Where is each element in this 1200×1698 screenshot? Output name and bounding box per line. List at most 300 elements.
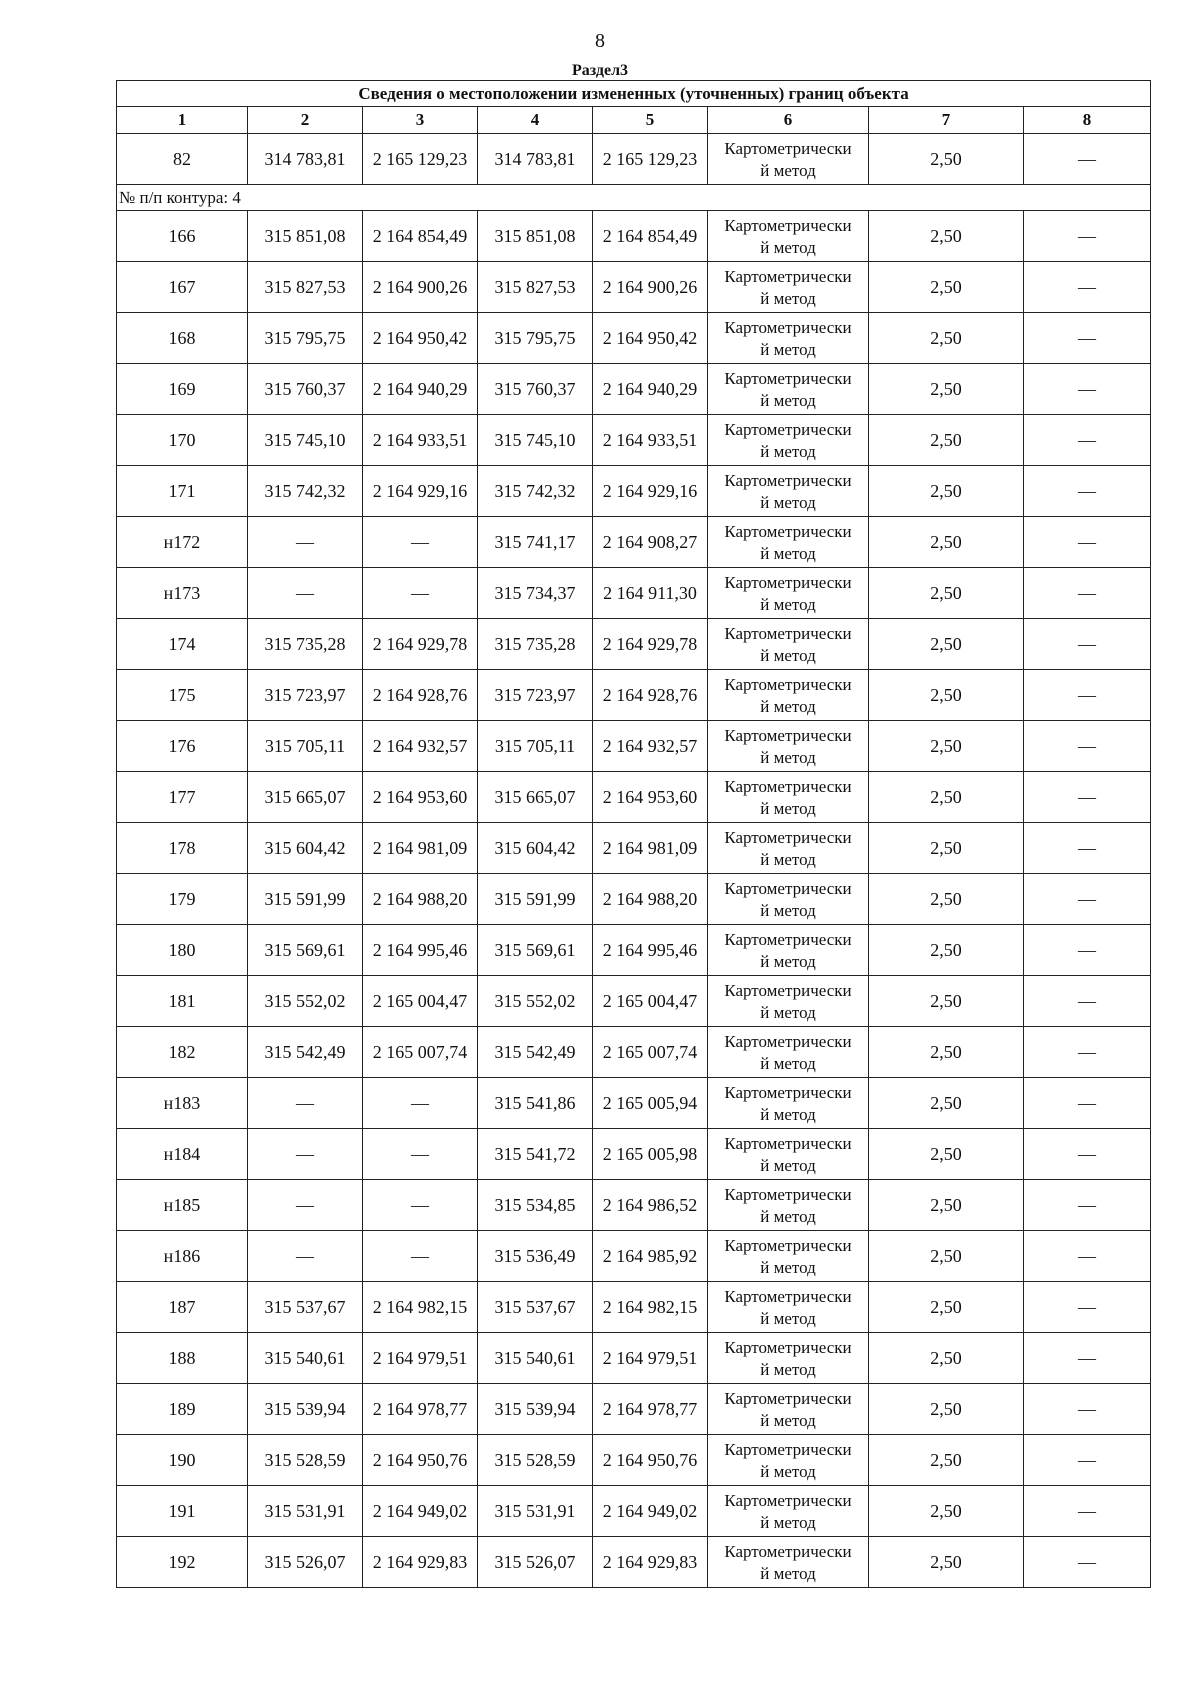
new-y: 2 165 004,47 bbox=[602, 990, 698, 1011]
new-x-cell bbox=[478, 1435, 593, 1486]
new-x-cell bbox=[478, 1282, 593, 1333]
description: — bbox=[1078, 480, 1097, 501]
description: — bbox=[1078, 276, 1097, 297]
old-x-cell bbox=[248, 313, 363, 364]
old-y: 2 164 988,20 bbox=[372, 888, 468, 909]
old-y-cell bbox=[363, 466, 478, 517]
precision: 2,50 bbox=[930, 531, 962, 552]
column-number: 6 bbox=[708, 107, 869, 134]
precision-cell bbox=[869, 1231, 1024, 1282]
new-x-cell bbox=[478, 874, 593, 925]
point-number-cell bbox=[117, 1282, 248, 1333]
description: — bbox=[1078, 531, 1097, 552]
description: — bbox=[1078, 1245, 1097, 1266]
point-number: 179 bbox=[168, 888, 196, 909]
old-y-cell bbox=[363, 874, 478, 925]
new-x: 315 536,49 bbox=[494, 1245, 576, 1266]
precision-cell bbox=[869, 211, 1024, 262]
old-y-cell bbox=[363, 1435, 478, 1486]
new-y-cell bbox=[593, 364, 708, 415]
new-y: 2 164 950,76 bbox=[602, 1449, 698, 1470]
method: Картометрически й метод bbox=[724, 1032, 852, 1073]
precision-cell bbox=[869, 466, 1024, 517]
section-title: Раздел3 bbox=[571, 62, 629, 79]
column-number: 8 bbox=[1024, 107, 1151, 134]
description-cell bbox=[1024, 1282, 1151, 1333]
new-y-cell bbox=[593, 211, 708, 262]
old-x-cell bbox=[248, 364, 363, 415]
old-y-cell bbox=[363, 1180, 478, 1231]
old-y-cell bbox=[363, 134, 478, 185]
point-number-cell bbox=[117, 211, 248, 262]
old-x-cell bbox=[248, 772, 363, 823]
method: Картометрически й метод bbox=[724, 1185, 852, 1226]
description-cell bbox=[1024, 262, 1151, 313]
description-cell bbox=[1024, 619, 1151, 670]
new-x-cell bbox=[478, 1333, 593, 1384]
precision: 2,50 bbox=[930, 786, 962, 807]
old-y-cell bbox=[363, 211, 478, 262]
new-y-cell bbox=[593, 1027, 708, 1078]
new-x: 315 526,07 bbox=[494, 1551, 576, 1572]
old-x: 315 760,37 bbox=[264, 378, 346, 399]
new-x-cell bbox=[478, 772, 593, 823]
new-y-cell bbox=[593, 262, 708, 313]
point-number-cell bbox=[117, 874, 248, 925]
table-row bbox=[117, 517, 1151, 568]
contour-label: № п/п контура: 4 bbox=[117, 185, 1151, 211]
old-x: 315 528,59 bbox=[264, 1449, 346, 1470]
new-y-cell bbox=[593, 466, 708, 517]
old-y-cell bbox=[363, 415, 478, 466]
table-body bbox=[117, 134, 1151, 1588]
old-y-cell bbox=[363, 1384, 478, 1435]
table-row bbox=[117, 1435, 1151, 1486]
old-x-cell bbox=[248, 211, 363, 262]
new-x: 315 665,07 bbox=[494, 786, 576, 807]
point-number-cell bbox=[117, 1435, 248, 1486]
old-y: 2 164 950,76 bbox=[372, 1449, 468, 1470]
new-x-cell bbox=[478, 313, 593, 364]
method: Картометрически й метод bbox=[724, 1440, 852, 1481]
precision-cell bbox=[869, 1486, 1024, 1537]
method-cell bbox=[708, 1027, 869, 1078]
old-y: 2 164 940,29 bbox=[372, 378, 468, 399]
new-x-cell bbox=[478, 134, 593, 185]
point-number: 180 bbox=[168, 939, 196, 960]
new-x: 315 552,02 bbox=[494, 990, 576, 1011]
new-y: 2 164 988,20 bbox=[602, 888, 698, 909]
method-cell bbox=[708, 1231, 869, 1282]
old-x-cell bbox=[248, 134, 363, 185]
table-row bbox=[117, 1231, 1151, 1282]
point-number-cell bbox=[117, 262, 248, 313]
new-x-cell bbox=[478, 670, 593, 721]
new-y: 2 165 007,74 bbox=[602, 1041, 698, 1062]
point-number: 168 bbox=[168, 327, 196, 348]
old-y: 2 164 929,16 bbox=[372, 480, 468, 501]
description-cell bbox=[1024, 874, 1151, 925]
precision: 2,50 bbox=[930, 633, 962, 654]
precision: 2,50 bbox=[930, 148, 962, 169]
old-y-cell bbox=[363, 823, 478, 874]
old-y-cell bbox=[363, 313, 478, 364]
new-y-cell bbox=[593, 976, 708, 1027]
new-y-cell bbox=[593, 1486, 708, 1537]
method: Картометрически й метод bbox=[724, 573, 852, 614]
precision-cell bbox=[869, 772, 1024, 823]
old-x-cell bbox=[248, 1486, 363, 1537]
method-cell bbox=[708, 1078, 869, 1129]
precision: 2,50 bbox=[930, 735, 962, 756]
old-y: — bbox=[411, 1143, 429, 1164]
precision: 2,50 bbox=[930, 990, 962, 1011]
new-y-cell bbox=[593, 1435, 708, 1486]
method: Картометрически й метод bbox=[724, 318, 852, 359]
method: Картометрически й метод bbox=[724, 139, 852, 180]
description-cell bbox=[1024, 517, 1151, 568]
precision: 2,50 bbox=[930, 378, 962, 399]
table-row bbox=[117, 823, 1151, 874]
old-y-cell bbox=[363, 925, 478, 976]
precision-cell bbox=[869, 976, 1024, 1027]
precision: 2,50 bbox=[930, 1296, 962, 1317]
new-y-cell bbox=[593, 134, 708, 185]
old-y: 2 165 007,74 bbox=[372, 1041, 468, 1062]
method: Картометрически й метод bbox=[724, 726, 852, 767]
table-row bbox=[117, 874, 1151, 925]
method-cell bbox=[708, 364, 869, 415]
old-x-cell bbox=[248, 874, 363, 925]
point-number-cell bbox=[117, 1333, 248, 1384]
point-number: 187 bbox=[168, 1296, 196, 1317]
precision-cell bbox=[869, 721, 1024, 772]
description: — bbox=[1078, 990, 1097, 1011]
new-y-cell bbox=[593, 772, 708, 823]
point-number-cell bbox=[117, 772, 248, 823]
old-y: 2 164 978,77 bbox=[372, 1398, 468, 1419]
description: — bbox=[1078, 1092, 1097, 1113]
description: — bbox=[1078, 148, 1097, 169]
new-y-cell bbox=[593, 1384, 708, 1435]
new-y-cell bbox=[593, 1078, 708, 1129]
precision: 2,50 bbox=[930, 582, 962, 603]
page-number: 8 bbox=[595, 30, 605, 52]
method: Картометрически й метод bbox=[724, 1287, 852, 1328]
new-y-cell bbox=[593, 1333, 708, 1384]
new-x-cell bbox=[478, 925, 593, 976]
precision: 2,50 bbox=[930, 1194, 962, 1215]
column-number: 4 bbox=[478, 107, 593, 134]
new-x: 315 539,94 bbox=[494, 1398, 576, 1419]
old-y: 2 164 929,83 bbox=[372, 1551, 468, 1572]
method-cell bbox=[708, 313, 869, 364]
old-x: 315 742,32 bbox=[264, 480, 346, 501]
precision-cell bbox=[869, 1180, 1024, 1231]
table-row bbox=[117, 1537, 1151, 1588]
point-number-cell bbox=[117, 1129, 248, 1180]
precision: 2,50 bbox=[930, 1500, 962, 1521]
table-row bbox=[117, 772, 1151, 823]
old-x: — bbox=[296, 1245, 314, 1266]
new-x: 315 827,53 bbox=[494, 276, 576, 297]
new-y: 2 164 953,60 bbox=[602, 786, 698, 807]
new-x-cell bbox=[478, 262, 593, 313]
old-x-cell bbox=[248, 1078, 363, 1129]
precision: 2,50 bbox=[930, 1449, 962, 1470]
old-y: — bbox=[411, 582, 429, 603]
new-y: 2 164 950,42 bbox=[602, 327, 698, 348]
new-x: 315 745,10 bbox=[494, 429, 576, 450]
new-y-cell bbox=[593, 415, 708, 466]
old-x: — bbox=[296, 531, 314, 552]
table-row bbox=[117, 619, 1151, 670]
column-number: 1 bbox=[117, 107, 248, 134]
precision-cell bbox=[869, 874, 1024, 925]
old-y-cell bbox=[363, 721, 478, 772]
point-number-cell bbox=[117, 364, 248, 415]
new-y-cell bbox=[593, 721, 708, 772]
description-cell bbox=[1024, 1180, 1151, 1231]
method-cell bbox=[708, 874, 869, 925]
table-row bbox=[117, 721, 1151, 772]
old-y: — bbox=[411, 1092, 429, 1113]
method: Картометрически й метод bbox=[724, 522, 852, 563]
new-y: 2 164 908,27 bbox=[602, 531, 698, 552]
description-cell bbox=[1024, 466, 1151, 517]
description-cell bbox=[1024, 1384, 1151, 1435]
table-row bbox=[117, 1078, 1151, 1129]
precision-cell bbox=[869, 1384, 1024, 1435]
precision-cell bbox=[869, 1078, 1024, 1129]
old-y-cell bbox=[363, 1537, 478, 1588]
table-row bbox=[117, 1129, 1151, 1180]
description-cell bbox=[1024, 134, 1151, 185]
old-x-cell bbox=[248, 1282, 363, 1333]
method-cell bbox=[708, 1384, 869, 1435]
new-x-cell bbox=[478, 1027, 593, 1078]
precision: 2,50 bbox=[930, 327, 962, 348]
old-x: 314 783,81 bbox=[264, 148, 346, 169]
new-y-cell bbox=[593, 1537, 708, 1588]
column-number: 7 bbox=[869, 107, 1024, 134]
old-y: — bbox=[411, 1194, 429, 1215]
old-x: 315 705,11 bbox=[264, 735, 346, 756]
table-caption: Сведения о местоположении измененных (уточненных) границ объекта bbox=[117, 81, 1151, 107]
description-cell bbox=[1024, 925, 1151, 976]
new-y-cell bbox=[593, 1282, 708, 1333]
method-cell bbox=[708, 1435, 869, 1486]
precision: 2,50 bbox=[930, 480, 962, 501]
old-y: 2 164 928,76 bbox=[372, 684, 468, 705]
point-number-cell bbox=[117, 1078, 248, 1129]
description-cell bbox=[1024, 1333, 1151, 1384]
point-number: 176 bbox=[168, 735, 196, 756]
description-cell bbox=[1024, 1435, 1151, 1486]
old-y: 2 165 129,23 bbox=[372, 148, 468, 169]
precision-cell bbox=[869, 364, 1024, 415]
old-x-cell bbox=[248, 568, 363, 619]
method-cell bbox=[708, 1486, 869, 1537]
method: Картометрически й метод bbox=[724, 1236, 852, 1277]
new-y: 2 164 978,77 bbox=[602, 1398, 698, 1419]
new-y-cell bbox=[593, 517, 708, 568]
old-x-cell bbox=[248, 925, 363, 976]
method-cell bbox=[708, 211, 869, 262]
new-x: 315 541,72 bbox=[494, 1143, 576, 1164]
table-row bbox=[117, 1180, 1151, 1231]
new-y-cell bbox=[593, 313, 708, 364]
new-x: 315 735,28 bbox=[494, 633, 576, 654]
description-cell bbox=[1024, 1129, 1151, 1180]
old-x: 315 795,75 bbox=[264, 327, 346, 348]
new-x: 315 734,37 bbox=[494, 582, 576, 603]
method-cell bbox=[708, 721, 869, 772]
method: Картометрически й метод bbox=[724, 828, 852, 869]
old-x: 315 604,42 bbox=[264, 837, 346, 858]
old-x-cell bbox=[248, 517, 363, 568]
method-cell bbox=[708, 1282, 869, 1333]
table-row bbox=[117, 1333, 1151, 1384]
new-y-cell bbox=[593, 670, 708, 721]
precision: 2,50 bbox=[930, 1347, 962, 1368]
description-cell bbox=[1024, 415, 1151, 466]
old-x: — bbox=[296, 1194, 314, 1215]
new-x-cell bbox=[478, 568, 593, 619]
point-number-cell bbox=[117, 976, 248, 1027]
precision-cell bbox=[869, 415, 1024, 466]
new-x: 314 783,81 bbox=[494, 148, 576, 169]
old-x-cell bbox=[248, 1180, 363, 1231]
old-x: 315 540,61 bbox=[264, 1347, 346, 1368]
point-number-cell bbox=[117, 721, 248, 772]
old-y: 2 164 950,42 bbox=[372, 327, 468, 348]
description: — bbox=[1078, 1500, 1097, 1521]
old-x-cell bbox=[248, 721, 363, 772]
new-y-cell bbox=[593, 925, 708, 976]
description: — bbox=[1078, 633, 1097, 654]
point-number: 178 bbox=[168, 837, 196, 858]
old-x: 315 851,08 bbox=[264, 225, 346, 246]
precision: 2,50 bbox=[930, 837, 962, 858]
column-number: 3 bbox=[363, 107, 478, 134]
new-x-cell bbox=[478, 1537, 593, 1588]
old-y: 2 165 004,47 bbox=[372, 990, 468, 1011]
new-x: 315 540,61 bbox=[494, 1347, 576, 1368]
point-number-cell bbox=[117, 619, 248, 670]
precision-cell bbox=[869, 823, 1024, 874]
method-cell bbox=[708, 1537, 869, 1588]
new-y-cell bbox=[593, 568, 708, 619]
table-row bbox=[117, 1282, 1151, 1333]
point-number-cell bbox=[117, 313, 248, 364]
method-cell bbox=[708, 134, 869, 185]
method: Картометрически й метод bbox=[724, 1389, 852, 1430]
old-x-cell bbox=[248, 823, 363, 874]
point-number-cell bbox=[117, 1486, 248, 1537]
new-y: 2 164 929,83 bbox=[602, 1551, 698, 1572]
point-number: н173 bbox=[163, 582, 201, 603]
description: — bbox=[1078, 786, 1097, 807]
point-number-cell bbox=[117, 568, 248, 619]
new-x: 315 542,49 bbox=[494, 1041, 576, 1062]
method: Картометрически й метод bbox=[724, 369, 852, 410]
new-y: 2 164 995,46 bbox=[602, 939, 698, 960]
precision: 2,50 bbox=[930, 1398, 962, 1419]
description: — bbox=[1078, 429, 1097, 450]
point-number-cell bbox=[117, 1027, 248, 1078]
old-x: 315 569,61 bbox=[264, 939, 346, 960]
new-y-cell bbox=[593, 823, 708, 874]
description: — bbox=[1078, 1347, 1097, 1368]
new-x: 315 723,97 bbox=[494, 684, 576, 705]
old-y: 2 164 854,49 bbox=[372, 225, 468, 246]
description-cell bbox=[1024, 721, 1151, 772]
method-cell bbox=[708, 1129, 869, 1180]
new-x-cell bbox=[478, 415, 593, 466]
old-x-cell bbox=[248, 976, 363, 1027]
description: — bbox=[1078, 378, 1097, 399]
point-number-cell bbox=[117, 1231, 248, 1282]
new-x-cell bbox=[478, 1129, 593, 1180]
table-row bbox=[117, 976, 1151, 1027]
description-cell bbox=[1024, 976, 1151, 1027]
table-row bbox=[117, 211, 1151, 262]
point-number: 174 bbox=[168, 633, 196, 654]
old-x: 315 542,49 bbox=[264, 1041, 346, 1062]
old-x-cell bbox=[248, 1231, 363, 1282]
method-cell bbox=[708, 1180, 869, 1231]
point-number: н183 bbox=[163, 1092, 201, 1113]
old-x: 315 526,07 bbox=[264, 1551, 346, 1572]
precision-cell bbox=[869, 1333, 1024, 1384]
old-y: 2 164 953,60 bbox=[372, 786, 468, 807]
point-number: 189 bbox=[168, 1398, 196, 1419]
new-x: 315 705,11 bbox=[494, 735, 576, 756]
method-cell bbox=[708, 517, 869, 568]
point-number-cell bbox=[117, 466, 248, 517]
old-x: 315 537,67 bbox=[264, 1296, 346, 1317]
old-y: — bbox=[411, 531, 429, 552]
column-numbers-row bbox=[117, 107, 1151, 134]
table-row bbox=[117, 313, 1151, 364]
new-x-cell bbox=[478, 976, 593, 1027]
point-number: 175 bbox=[168, 684, 196, 705]
precision: 2,50 bbox=[930, 429, 962, 450]
method-cell bbox=[708, 568, 869, 619]
new-y: 2 165 005,98 bbox=[602, 1143, 698, 1164]
point-number: 181 bbox=[168, 990, 196, 1011]
description: — bbox=[1078, 582, 1097, 603]
point-number: 166 bbox=[168, 225, 196, 246]
point-number-cell bbox=[117, 415, 248, 466]
new-y: 2 164 982,15 bbox=[602, 1296, 698, 1317]
new-y: 2 164 986,52 bbox=[602, 1194, 698, 1215]
new-x-cell bbox=[478, 364, 593, 415]
old-x-cell bbox=[248, 466, 363, 517]
old-x-cell bbox=[248, 415, 363, 466]
description: — bbox=[1078, 888, 1097, 909]
method: Картометрически й метод bbox=[724, 675, 852, 716]
new-y: 2 164 929,78 bbox=[602, 633, 698, 654]
method-cell bbox=[708, 772, 869, 823]
precision-cell bbox=[869, 1027, 1024, 1078]
method: Картометрически й метод bbox=[724, 267, 852, 308]
new-y-cell bbox=[593, 1231, 708, 1282]
precision: 2,50 bbox=[930, 276, 962, 297]
method-cell bbox=[708, 925, 869, 976]
old-y-cell bbox=[363, 1027, 478, 1078]
